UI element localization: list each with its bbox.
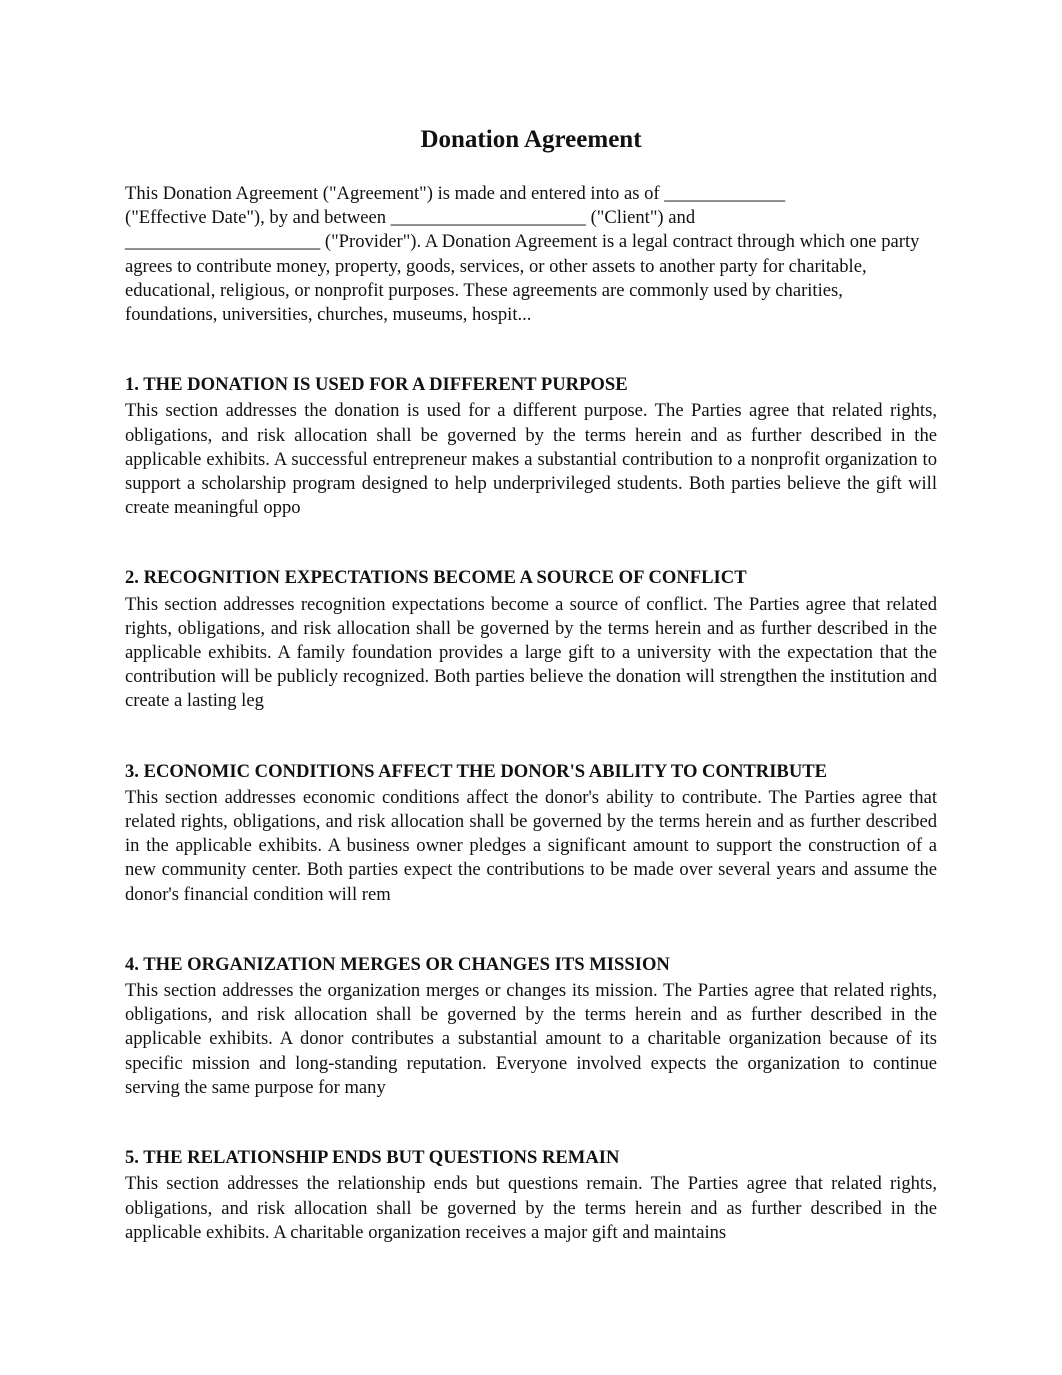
section-body: This section addresses recognition expectations become a source of conflict. The Parties agree that related rights, obligations, and risk allocation shall be governed by the terms herein and as further described in the applicable exhibits. A family foundation provides a large gift to a university with the expectation that the contribution will be publicly recognized. Both parties believe the donation will strengthen the institution and create a lasting leg bbox=[125, 593, 937, 712]
section-body: This section addresses the relationship ends but questions remain. The Parties agree that related rights, obligations, and risk allocation shall be governed by the terms herein and as further described in the applicable exhibits. A charitable organization receives a major gift and maintains bbox=[125, 1173, 937, 1243]
section-3 bbox=[125, 760, 937, 907]
intro-paragraph: This Donation Agreement ("Agreement") is made and entered into as of _____________ ("Effective Date"), by and between _____________________ ("Client") and _____________________ ("Provider"). A Donation Agreement is a legal contract through which one party agrees to contribute money, property, goods, services, or other assets to another party for charitable, educational, religious, or nonprofit purposes. These agreements are commonly used by charities, foundations, universities, churches, museums, hospit... bbox=[125, 183, 920, 326]
section-heading: 2. RECOGNITION EXPECTATIONS BECOME A SOURCE OF CONFLICT bbox=[125, 567, 747, 589]
section-heading: 5. THE RELATIONSHIP ENDS BUT QUESTIONS REMAIN bbox=[125, 1147, 620, 1169]
section-2 bbox=[125, 566, 937, 713]
section-heading: 3. ECONOMIC CONDITIONS AFFECT THE DONOR'S ABILITY TO CONTRIBUTE bbox=[125, 760, 828, 782]
section-heading: 4. THE ORGANIZATION MERGES OR CHANGES ITS MISSION bbox=[125, 953, 670, 975]
section-5 bbox=[125, 1146, 937, 1245]
section-body: This section addresses the donation is used for a different purpose. The Parties agree that related rights, obligations, and risk allocation shall be governed by the terms herein and as further described in the applicable exhibits. A successful entrepreneur makes a substantial contribution to a nonprofit organization to support a scholarship program designed to help underprivileged students. Both parties believe the gift will create meaningful oppo bbox=[125, 400, 937, 519]
section-body: This section addresses the organization merges or changes its mission. The Parties agree that related rights, obligations, and risk allocation shall be governed by the terms herein and as further described in the applicable exhibits. A donor contributes a substantial amount to a charitable organization because of its specific mission and long-standing reputation. Everyone involved expects the organization to continue serving the same purpose for many bbox=[125, 980, 937, 1098]
document-title: Donation Agreement bbox=[420, 126, 642, 153]
section-4 bbox=[125, 953, 937, 1100]
document-content bbox=[125, 122, 937, 1245]
section-1 bbox=[125, 373, 937, 520]
section-body: This section addresses economic conditions affect the donor's ability to contribute. The Parties agree that related rights, obligations, and risk allocation shall be governed by the terms herein and as further described in the applicable exhibits. A business owner pledges a significant amount to support the construction of a new community center. Both parties expect the contributions to be made over several years and assume the donor's financial condition will rem bbox=[125, 786, 937, 905]
section-heading: 1. THE DONATION IS USED FOR A DIFFERENT PURPOSE bbox=[125, 374, 628, 396]
